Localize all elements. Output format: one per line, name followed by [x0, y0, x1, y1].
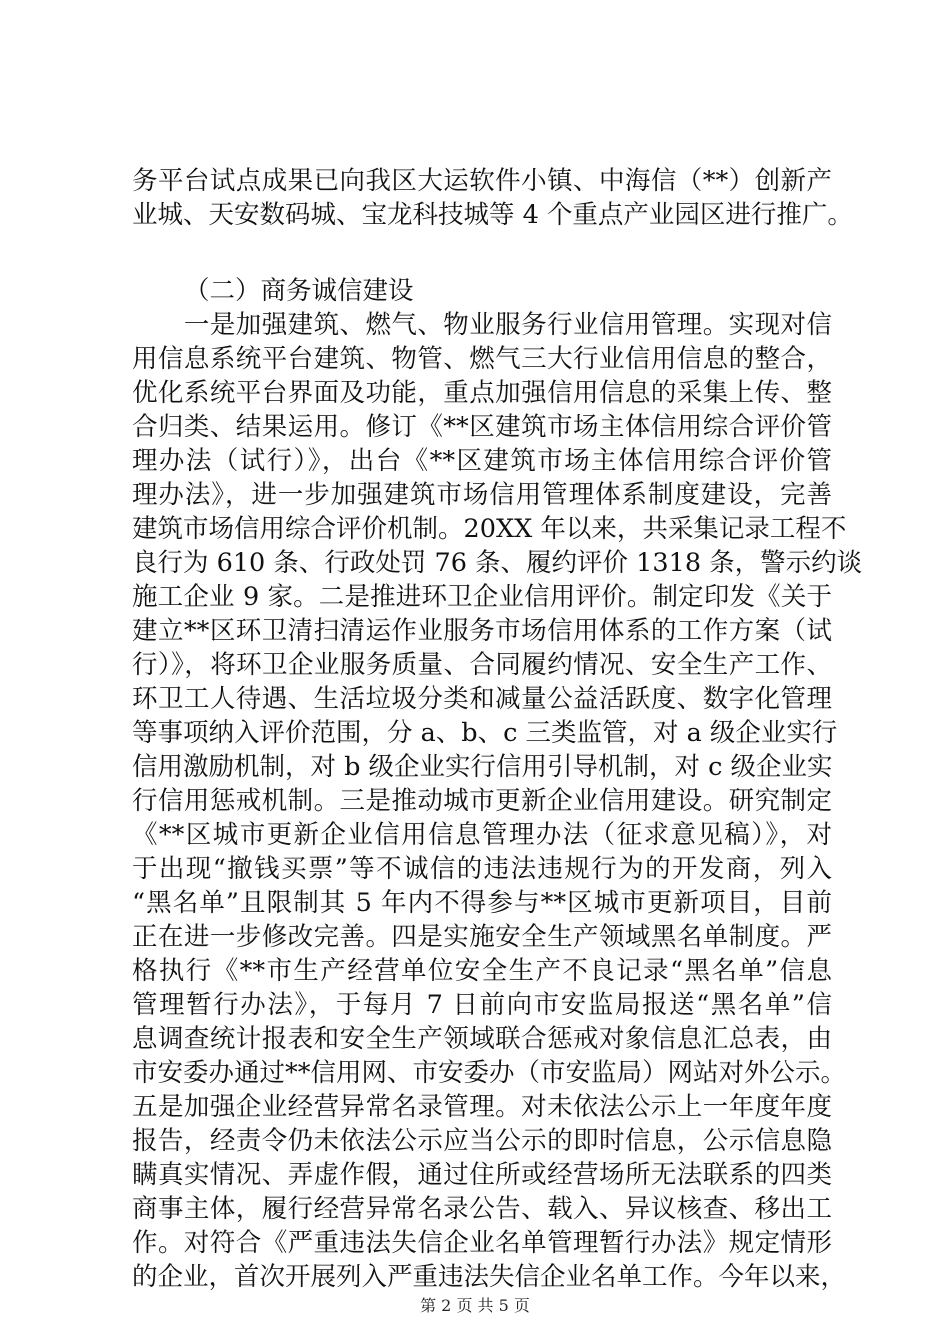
body-line: 报告，经责令仍未依法公示应当公示的即时信息，公示信息隐 [132, 1126, 832, 1156]
section-heading: （二）商务诚信建设 [184, 276, 414, 306]
body-line: 优化系统平台界面及功能，重点加强信用信息的采集上传、整 [132, 378, 832, 408]
body-line: 用信息系统平台建筑、物管、燃气三大行业信用信息的整合， [132, 344, 832, 374]
body-line: 瞒真实情况、弄虚作假，通过住所或经营场所无法联系的四类 [132, 1160, 832, 1190]
page-footer [0, 1296, 950, 1316]
page-number: 第 2 页 共 5 页 [420, 1296, 530, 1315]
body-line: 等事项纳入评价范围，分 a、b、c 三类监管，对 a 级企业实行 [132, 718, 838, 748]
body-line: 于出现“撤钱买票”等不诚信的违法违规行为的开发商，列入 [132, 854, 832, 884]
paragraph-gap [132, 232, 832, 274]
body-line: “黑名单”且限制其 5 年内不得参与**区城市更新项目，目前 [132, 888, 832, 918]
body-line: 行信用惩戒机制。三是推动城市更新企业信用建设。研究制定 [132, 786, 832, 816]
body-line: 信用激励机制，对 b 级企业实行信用引导机制，对 c 级企业实 [132, 752, 833, 782]
body-line: 息调查统计报表和安全生产领域联合惩戒对象信息汇总表，由 [132, 1024, 832, 1054]
document-body [132, 164, 863, 1294]
intro-line-1: 务平台试点成果已向我区大运软件小镇、中海信（**）创新产 [132, 166, 832, 196]
body-line: 格执行《**市生产经营单位安全生产不良记录“黑名单”信息 [132, 956, 832, 986]
body-line: 商事主体，履行经营异常名录公告、载入、异议核查、移出工 [132, 1194, 832, 1224]
body-line: 环卫工人待遇、生活垃圾分类和减量公益活跃度、数字化管理 [132, 684, 832, 714]
body-line: 建筑市场信用综合评价机制。20XX 年以来，共采集记录工程不 [132, 514, 847, 544]
body-line: 建立**区环卫清扫清运作业服务市场信用体系的工作方案（试 [132, 616, 832, 646]
body-line: 合归类、结果运用。修订《**区建筑市场主体信用综合评价管 [132, 412, 832, 442]
body-line: 一是加强建筑、燃气、物业服务行业信用管理。实现对信 [132, 310, 832, 340]
body-line: 管理暂行办法》，于每月 7 日前向市安监局报送“黑名单”信 [132, 990, 832, 1020]
body-line: 正在进一步修改完善。四是实施安全生产领域黑名单制度。严 [132, 922, 832, 952]
body-line: 作。对符合《严重违法失信企业名单管理暂行办法》规定情形 [132, 1228, 832, 1258]
body-line: 的企业，首次开展列入严重违法失信企业名单工作。今年以来， [132, 1262, 847, 1292]
body-line: 行）》，将环卫企业服务质量、合同履约情况、安全生产工作、 [132, 650, 832, 680]
body-line: 市安委办通过**信用网、市安委办（市安监局）网站对外公示。 [132, 1058, 847, 1088]
body-line: 良行为 610 条、行政处罚 76 条、履约评价 1318 条，警示约谈 [132, 548, 863, 578]
body-line: 理办法（试行）》，出台《**区建筑市场主体信用综合评价管 [132, 446, 832, 476]
body-line: 五是加强企业经营异常名录管理。对未依法公示上一年度年度 [132, 1092, 832, 1122]
body-line: 《**区城市更新企业信用信息管理办法（征求意见稿）》，对 [132, 820, 832, 850]
intro-line-2: 业城、天安数码城、宝龙科技城等 4 个重点产业园区进行推广。 [132, 200, 853, 230]
body-line: 施工企业 9 家。二是推进环卫企业信用评价。制定印发《关于 [132, 582, 832, 612]
body-line: 理办法》，进一步加强建筑市场信用管理体系制度建设，完善 [132, 480, 832, 510]
